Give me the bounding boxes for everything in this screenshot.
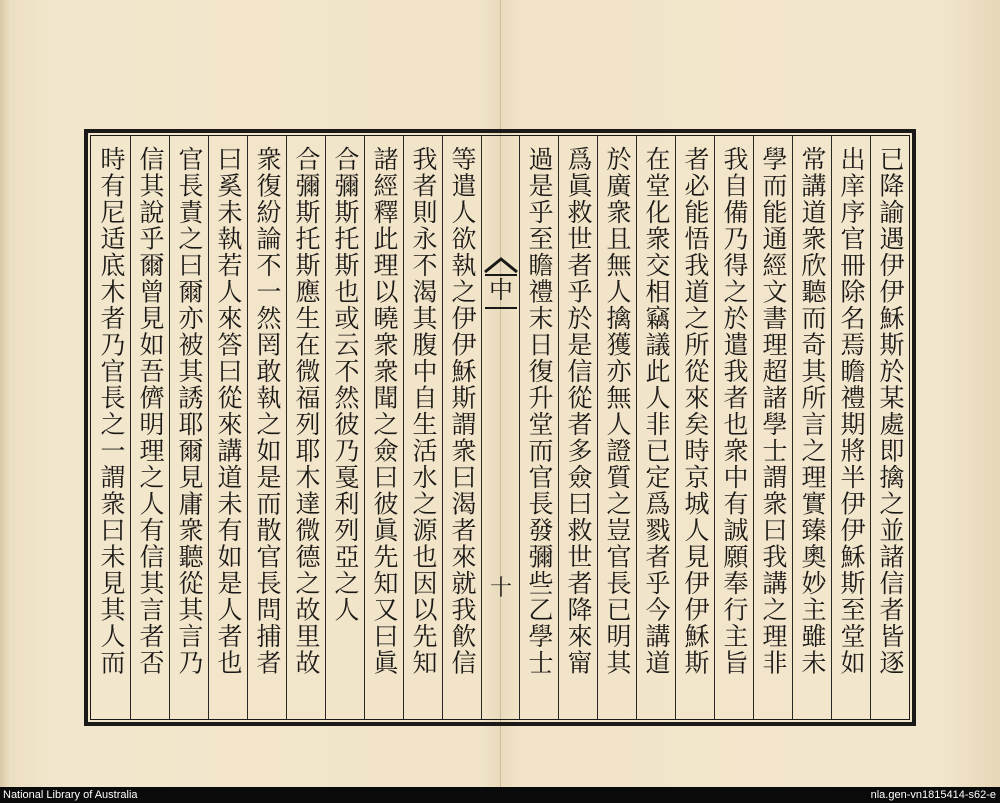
fishtail-marker — [482, 254, 520, 314]
text-column: 已降諭遇伊伊穌斯於某處即擒之並諸信者皆逐 — [870, 136, 909, 719]
section-marker-char: 中 — [489, 276, 513, 304]
text-column: 出庠序官冊除名焉瞻禮期將半伊伊穌斯至堂如 — [831, 136, 870, 719]
text-column: 衆復紛論不一然罔敢執之如是而散官長問捕者 — [247, 136, 286, 719]
item-identifier: nla.gen-vn1815414-s62-e — [870, 789, 996, 801]
text-column: 在堂化衆交相竊議此人非已定爲戮者乎今講道 — [636, 136, 675, 719]
library-credit: National Library of Australia — [3, 789, 138, 801]
text-column: 合彌斯托斯應生在微福列耶木達微德之故里故 — [286, 136, 325, 719]
text-column: 者必能悟我道之所從來矣時京城人見伊伊穌斯 — [675, 136, 714, 719]
text-column: 官長責之曰爾亦被其誘耶爾見庸衆聽從其言乃 — [169, 136, 208, 719]
footer-bar — [0, 787, 1000, 803]
text-column: 曰奚未執若人來答曰從來講道未有如是人者也 — [208, 136, 247, 719]
text-column: 爲眞救世者乎於是信從者多僉曰救世者降來甯 — [558, 136, 597, 719]
text-column: 我者則永不渴其腹中自生活水之源也因以先知 — [403, 136, 442, 719]
text-column: 時有尼适底木者乃官長之一謂衆曰未見其人而 — [97, 146, 126, 676]
print-frame — [84, 129, 916, 726]
text-column: 合彌斯托斯也或云不然彼乃戛利列亞之人 — [325, 136, 364, 719]
text-column: 我自備乃得之於遣我者也衆中有誠願奉行主旨 — [714, 136, 753, 719]
text-block — [90, 135, 910, 720]
text-column: 過是乎至瞻禮末日復升堂而官長發彌些乙學士 — [519, 136, 558, 719]
center-fold-column — [481, 136, 519, 719]
text-column: 學而能通經文書理超諸學士謂衆曰我講之理非 — [753, 136, 792, 719]
text-column: 諸經釋此理以曉衆衆聞之僉曰彼眞先知又曰眞 — [364, 136, 403, 719]
text-column: 等遣人欲執之伊伊穌斯謂衆曰渴者來就我飮信 — [442, 136, 481, 719]
text-column: 於廣衆且無人擒獲亦無人證質之豈官長已明其 — [597, 136, 636, 719]
text-column: 信其說乎爾曾見如吾儕明理之人有信其言者否 — [130, 136, 169, 719]
text-column: 常講道衆欣聽而奇其所言之理實臻奧妙主雖未 — [792, 136, 831, 719]
page-number: 十 — [489, 576, 512, 601]
